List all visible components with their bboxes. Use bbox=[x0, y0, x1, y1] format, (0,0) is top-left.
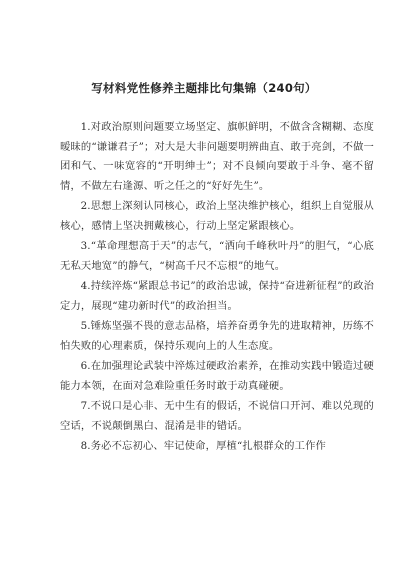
document-title: 写材料党性修养主题排比句集锦（240句） bbox=[91, 81, 317, 95]
paragraph-1: 1.对政治原则问题要立场坚定、旗帜鲜明，不做含含糊糊、态度暧昧的“谦谦君子”；对大是大非问题要明辨曲直、敢于亮剑，不做一团和气、一味宽容的“开明绅士”；对不良倾向要敢于斗争、毫不留情，不做左右逢源、听之任之的“好好先生”。 bbox=[60, 121, 374, 192]
paragraph-4: 4.持续淬炼“紧跟总书记”的政治忠诚，保持“奋进新征程”的政治定力，展现“建功新时代”的政治担当。 bbox=[60, 280, 374, 312]
paragraph-2: 2.思想上深刻认同核心，政治上坚决维护核心，组织上自觉服从核心，感情上坚决拥戴核心，行动上坚定紧跟核心。 bbox=[60, 200, 374, 232]
paragraph-6: 6.在加强理论武装中淬炼过硬政治素养，在推动实践中锻造过硬能力本领，在面对急难险重任务时敢于动真碰硬。 bbox=[60, 360, 374, 392]
paragraph-3: 3.“革命理想高于天”的志气，“洒向千峰秋叶丹”的胆气，“心底无私天地宽”的静气，“树高千尺不忘根”的地气。 bbox=[60, 240, 374, 272]
paragraph-5: 5.锤炼坚强不畏的意志品格，培养奋勇争先的进取精神，历练不怕失败的心理素质，保持乐观向上的人生态度。 bbox=[60, 320, 374, 352]
paragraph-8: 8.务必不忘初心、牢记使命，厚植“扎根群众的工作作 bbox=[80, 440, 326, 452]
document-body bbox=[60, 118, 374, 457]
paragraph-7: 7.不说口是心非、无中生有的假话，不说信口开河、难以兑现的空话，不说颠倒黑白、混淆是非的错话。 bbox=[60, 400, 374, 432]
